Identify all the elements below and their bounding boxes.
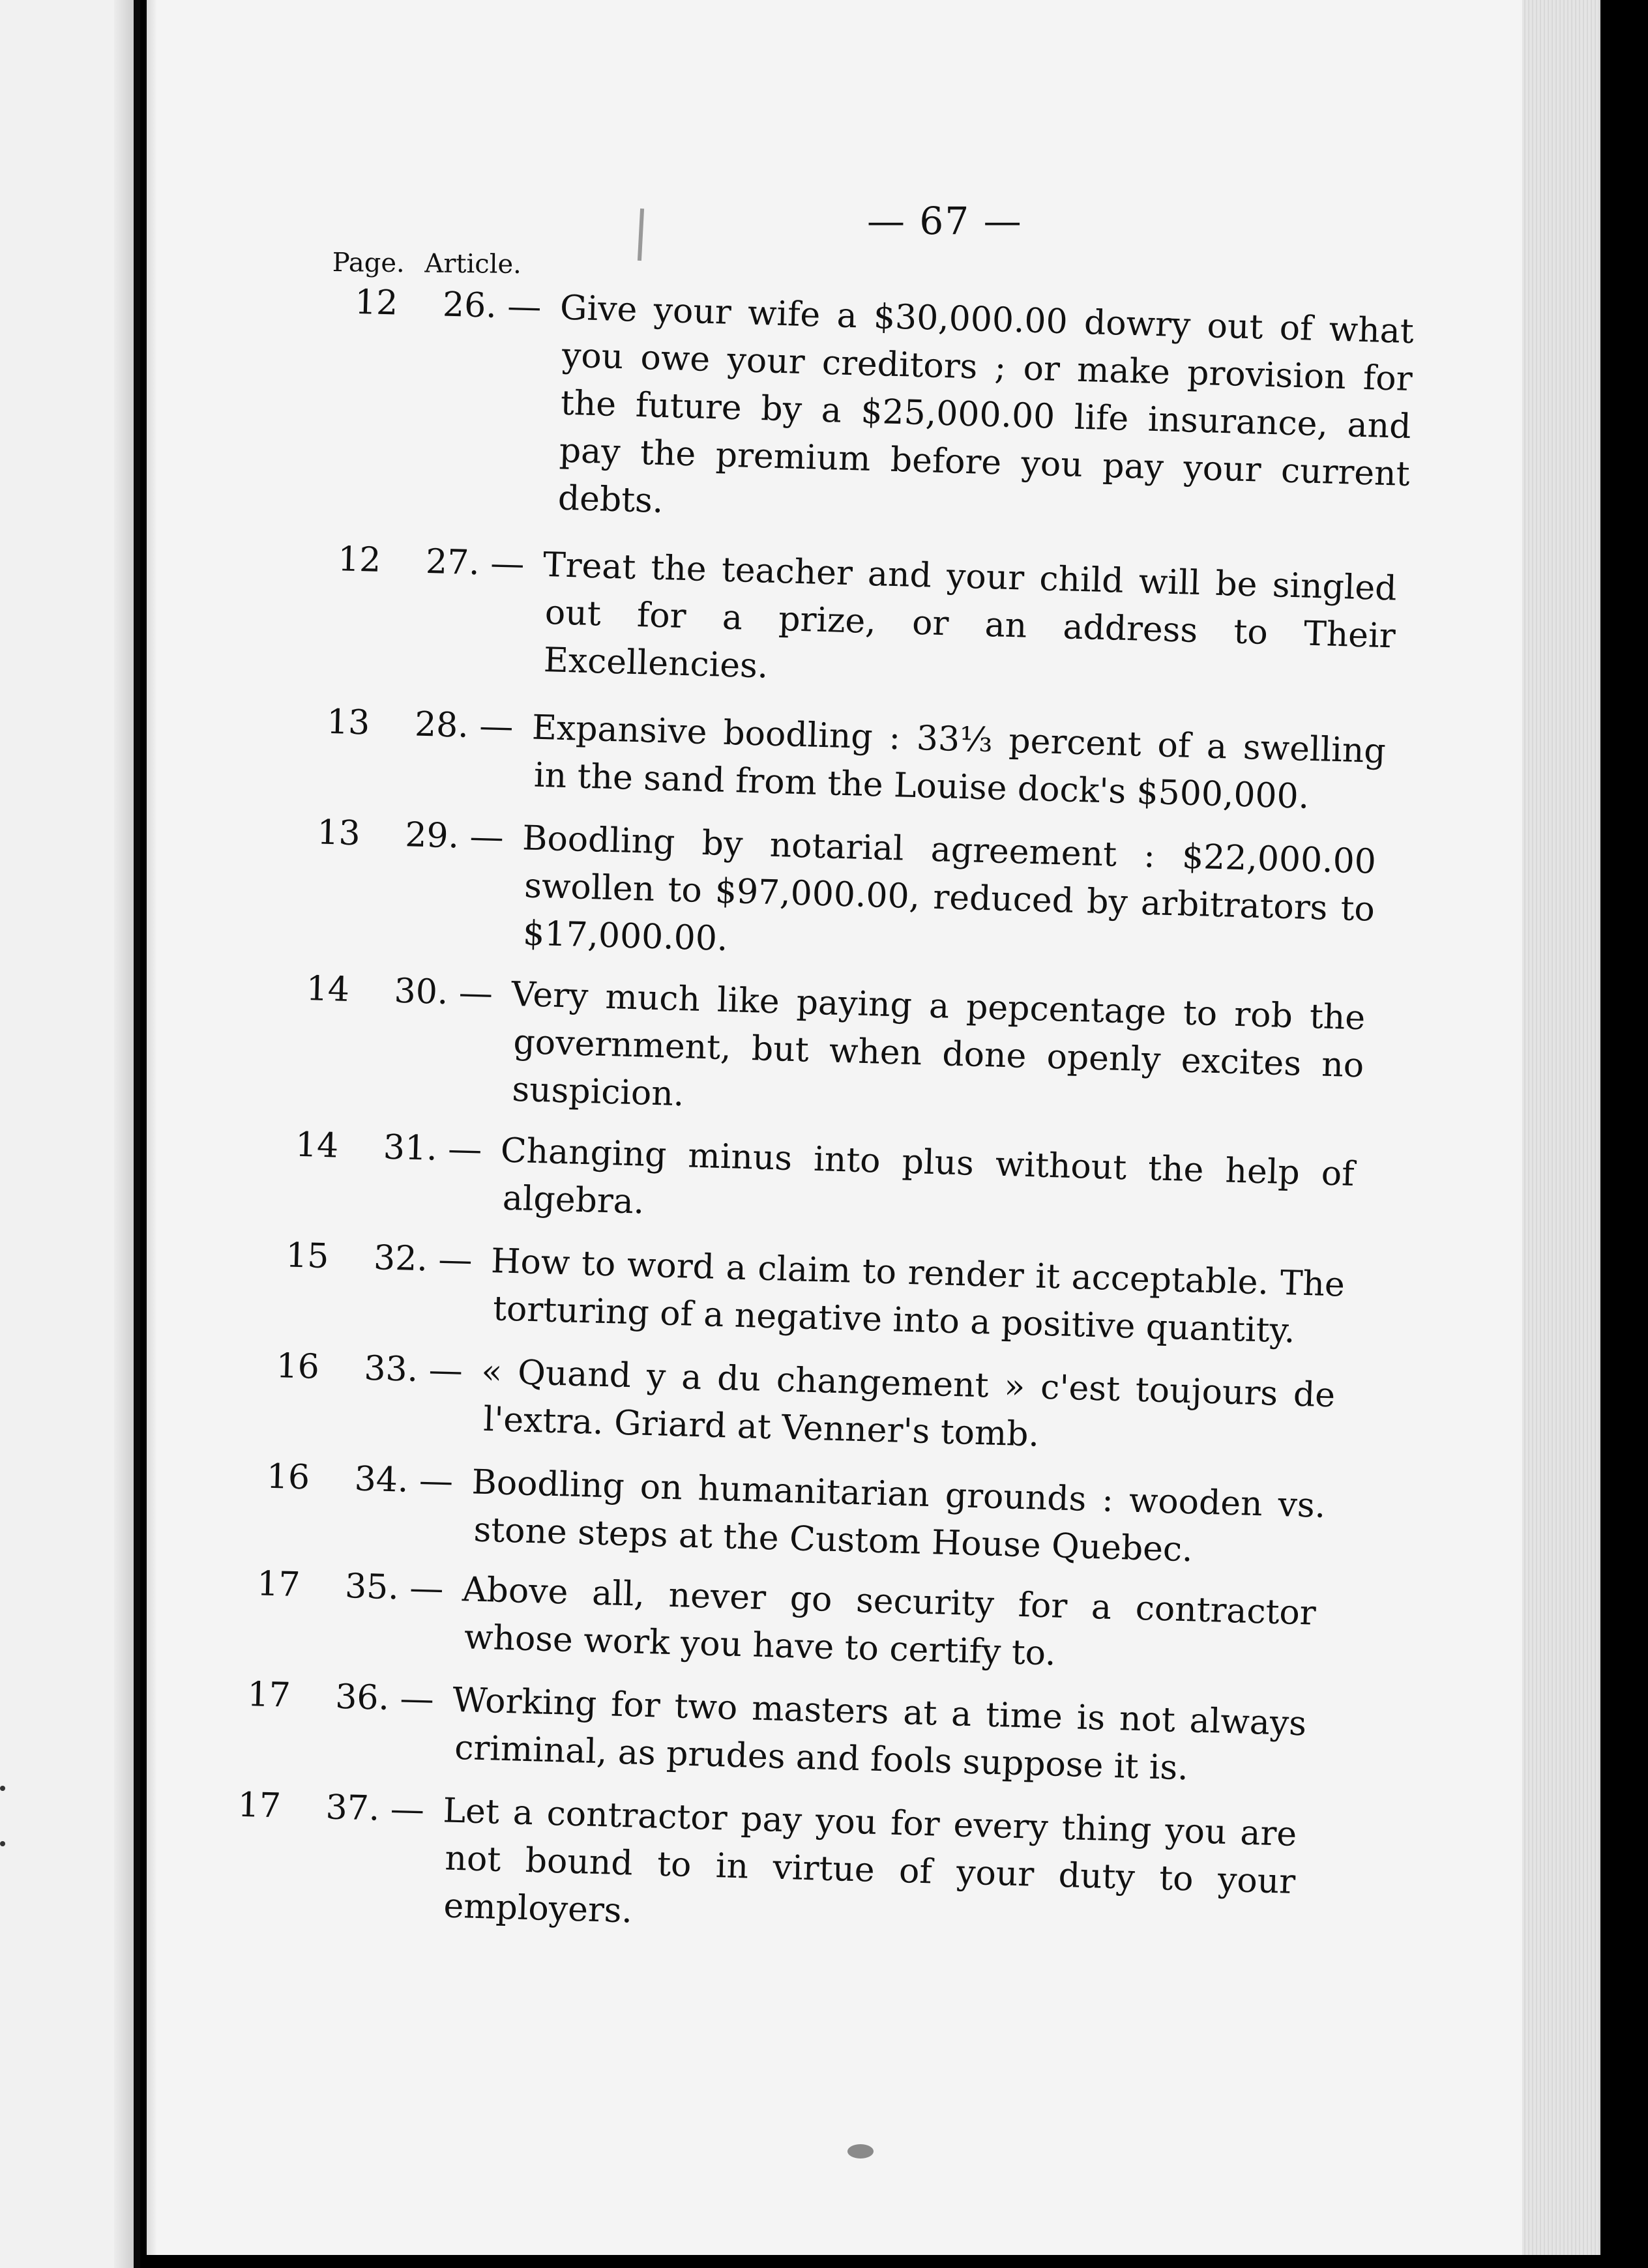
- entry-page: 13: [316, 813, 361, 854]
- entry-article: 29. —: [404, 815, 505, 858]
- entry-text: « Quand y a du changement » c'est toujours de l'extra. Griard at Venner's tomb.: [480, 1352, 1336, 1455]
- entry-article: 31. —: [383, 1127, 483, 1170]
- entry-text: Working for two masters at a time is not always criminal, as prudes and fools suppose it is.: [452, 1680, 1307, 1788]
- entry-page: 17: [256, 1564, 301, 1605]
- entry-article: 26. —: [442, 285, 542, 327]
- entry-text: Treat the teacher and your child will be singled out for a prize, or an address to Their Excellencies.: [542, 545, 1398, 686]
- entry-article: 35. —: [344, 1567, 445, 1609]
- entry-page: 16: [275, 1346, 320, 1387]
- entry-page: 12: [354, 282, 399, 323]
- entry-article: 33. —: [363, 1348, 464, 1391]
- column-header-page: Page.: [332, 248, 405, 279]
- page-number: — 67 —: [867, 199, 1023, 243]
- entry-text: Boodling on humanitarian grounds : wooden vs. stone steps at the Custom House Quebec.: [471, 1462, 1327, 1570]
- entry-text: Let a contractor pay you for every thing you are not bound to in virtue of your duty to your employers.: [442, 1791, 1297, 1931]
- entry-article: 34. —: [353, 1459, 454, 1502]
- column-header-article: Article.: [424, 248, 522, 280]
- entry-page: 14: [305, 969, 350, 1010]
- entry-article: 37. —: [325, 1788, 425, 1830]
- entry-text: Above all, never go security for a contractor whose work you have to certify to.: [462, 1570, 1317, 1674]
- entry-page: 16: [266, 1457, 310, 1498]
- entry-text: Expansive boodling : 33⅓ percent of a swelling in the sand from the Louise dock's $500,000.: [531, 708, 1387, 817]
- entry-page: 17: [246, 1674, 291, 1715]
- edge-mark: [0, 1786, 5, 1791]
- entry-page: 12: [337, 540, 382, 580]
- entry-text: Very much like paying a pepcentage to rob the government, but when done openly excites no suspicion.: [510, 974, 1366, 1114]
- entry-article: 30. —: [393, 971, 493, 1014]
- entry-list: [115, 0, 1631, 2268]
- edge-mark: [0, 1841, 5, 1846]
- left-page-edge: [0, 0, 140, 2268]
- entry-page: 15: [285, 1236, 330, 1277]
- entry-article: 36. —: [334, 1677, 435, 1719]
- entry-article: 32. —: [373, 1238, 473, 1281]
- entry-text: Give your wife a $30,000.00 dowry out of what you owe your creditors ; or make provision for the future by a $25,000.00 life insurance, and pay the premium before you pay your current debts.: [557, 288, 1415, 521]
- book-page: [147, 0, 1600, 2255]
- entry-text: Boodling by notarial agreement : $22,000.00 swollen to $97,000.00, reduced by arbitrators to $17,000.00.: [522, 819, 1377, 959]
- entry-page: 14: [295, 1125, 340, 1166]
- entry-text: How to word a claim to render it acceptable. The torturing of a negative into a positive quantity.: [490, 1242, 1346, 1351]
- entry-article: 28. —: [414, 705, 514, 747]
- entry-page: 17: [237, 1785, 282, 1826]
- entry-page: 13: [326, 702, 371, 743]
- entry-text: Changing minus into plus without the help of algebra.: [500, 1131, 1355, 1222]
- entry-article: 27. —: [425, 542, 525, 585]
